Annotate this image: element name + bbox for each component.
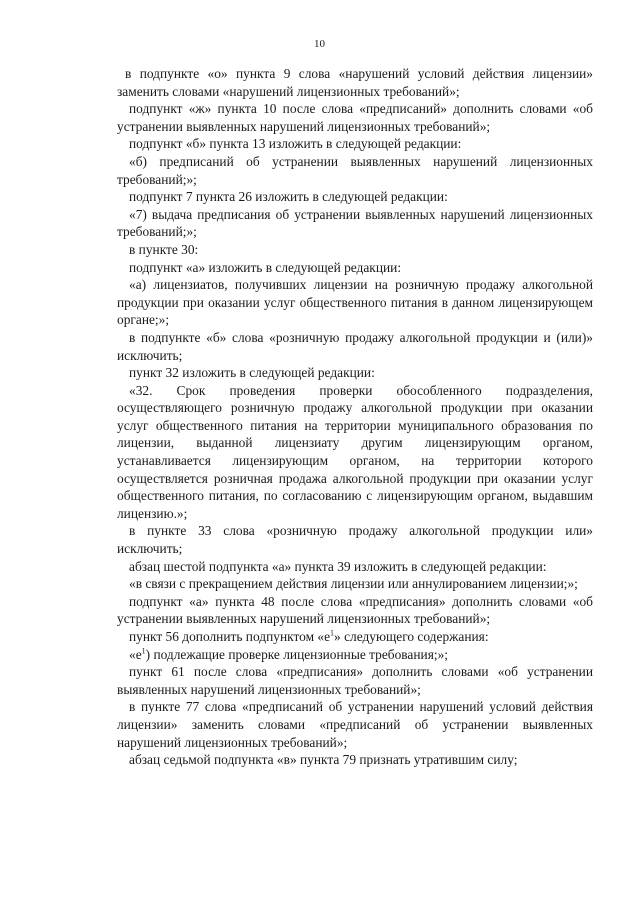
paragraph-e1 <box>117 646 593 664</box>
paragraph: абзац седьмой подпункта «в» пункта 79 признать утратившим силу; <box>129 752 518 768</box>
page-number: 10 <box>314 38 325 50</box>
paragraph: «7) выдача предписания об устранении выявленных нарушений лицензионных требований;»; <box>117 206 593 240</box>
superscript: 1 <box>330 628 335 638</box>
text-run: ) подлежащие проверке лицензионные требования;»; <box>145 646 449 662</box>
paragraph: в пункте 77 слова «предписаний об устранении нарушений условий действия лицензии» заменить словами «предписаний об устранении выявленных нарушений лицензионных требований»; <box>117 699 593 750</box>
paragraph: «б) предписаний об устранении выявленных нарушений лицензионных требований;»; <box>117 153 593 187</box>
paragraph: «в связи с прекращением действия лицензии или аннулированием лицензии;»; <box>129 576 578 592</box>
paragraph: в пункте 30: <box>129 241 199 257</box>
paragraph: в подпункте «о» пункта 9 слова «нарушений условий действия лицензии» заменить словами «нарушений лицензионных требований»; <box>117 66 593 99</box>
paragraph: подпункт «а» пункта 48 после слова «предписания» дополнить словами «об устранении выявленных нарушений лицензионных требований»; <box>117 593 593 627</box>
document-body <box>117 65 593 769</box>
paragraph: «32. Срок проведения проверки обособленного подразделения, осуществляющего розничную продажу алкогольной продукции при оказании услуг общественного питания на территории муниципального образования по лицензии, выданной лицензиату другим лицензирующим органом, устанавливается лицензирующим органом, на территории которого осуществляется розничная продажа алкогольной продукции при оказании услуг общественного питания, по согласованию с лицензирующим органом, выдавшим лицензию.»; <box>117 382 593 521</box>
paragraph: в пункте 33 слова «розничную продажу алкогольной продукции или» исключить; <box>117 523 593 557</box>
superscript: 1 <box>141 646 146 656</box>
paragraph: подпункт 7 пункта 26 изложить в следующей редакции: <box>129 189 448 205</box>
paragraph: подпункт «ж» пункта 10 после слова «предписаний» дополнить словами «об устранении выявленных нарушений лицензионных требований»; <box>117 101 593 134</box>
text-run: «е <box>129 646 142 662</box>
paragraph: абзац шестой подпункта «а» пункта 39 изложить в следующей редакции: <box>129 558 547 574</box>
paragraph-56 <box>117 628 593 646</box>
paragraph: пункт 32 изложить в следующей редакции: <box>129 365 375 381</box>
paragraph: в подпункте «б» слова «розничную продажу алкогольной продукции и (или)» исключить; <box>117 329 593 363</box>
text-run: пункт 56 дополнить подпунктом «е <box>129 629 331 644</box>
text-run: » следующего содержания: <box>334 629 489 644</box>
paragraph: подпункт «а» изложить в следующей редакции: <box>129 259 402 275</box>
paragraph: подпункт «б» пункта 13 изложить в следующей редакции: <box>129 136 462 152</box>
paragraph: пункт 61 после слова «предписания» дополнить словами «об устранении выявленных нарушений лицензионных требований»; <box>117 664 593 697</box>
paragraph: «а) лицензиатов, получивших лицензии на розничную продажу алкогольной продукции при оказании услуг общественного питания в данном лицензирующем органе;»; <box>117 277 593 328</box>
